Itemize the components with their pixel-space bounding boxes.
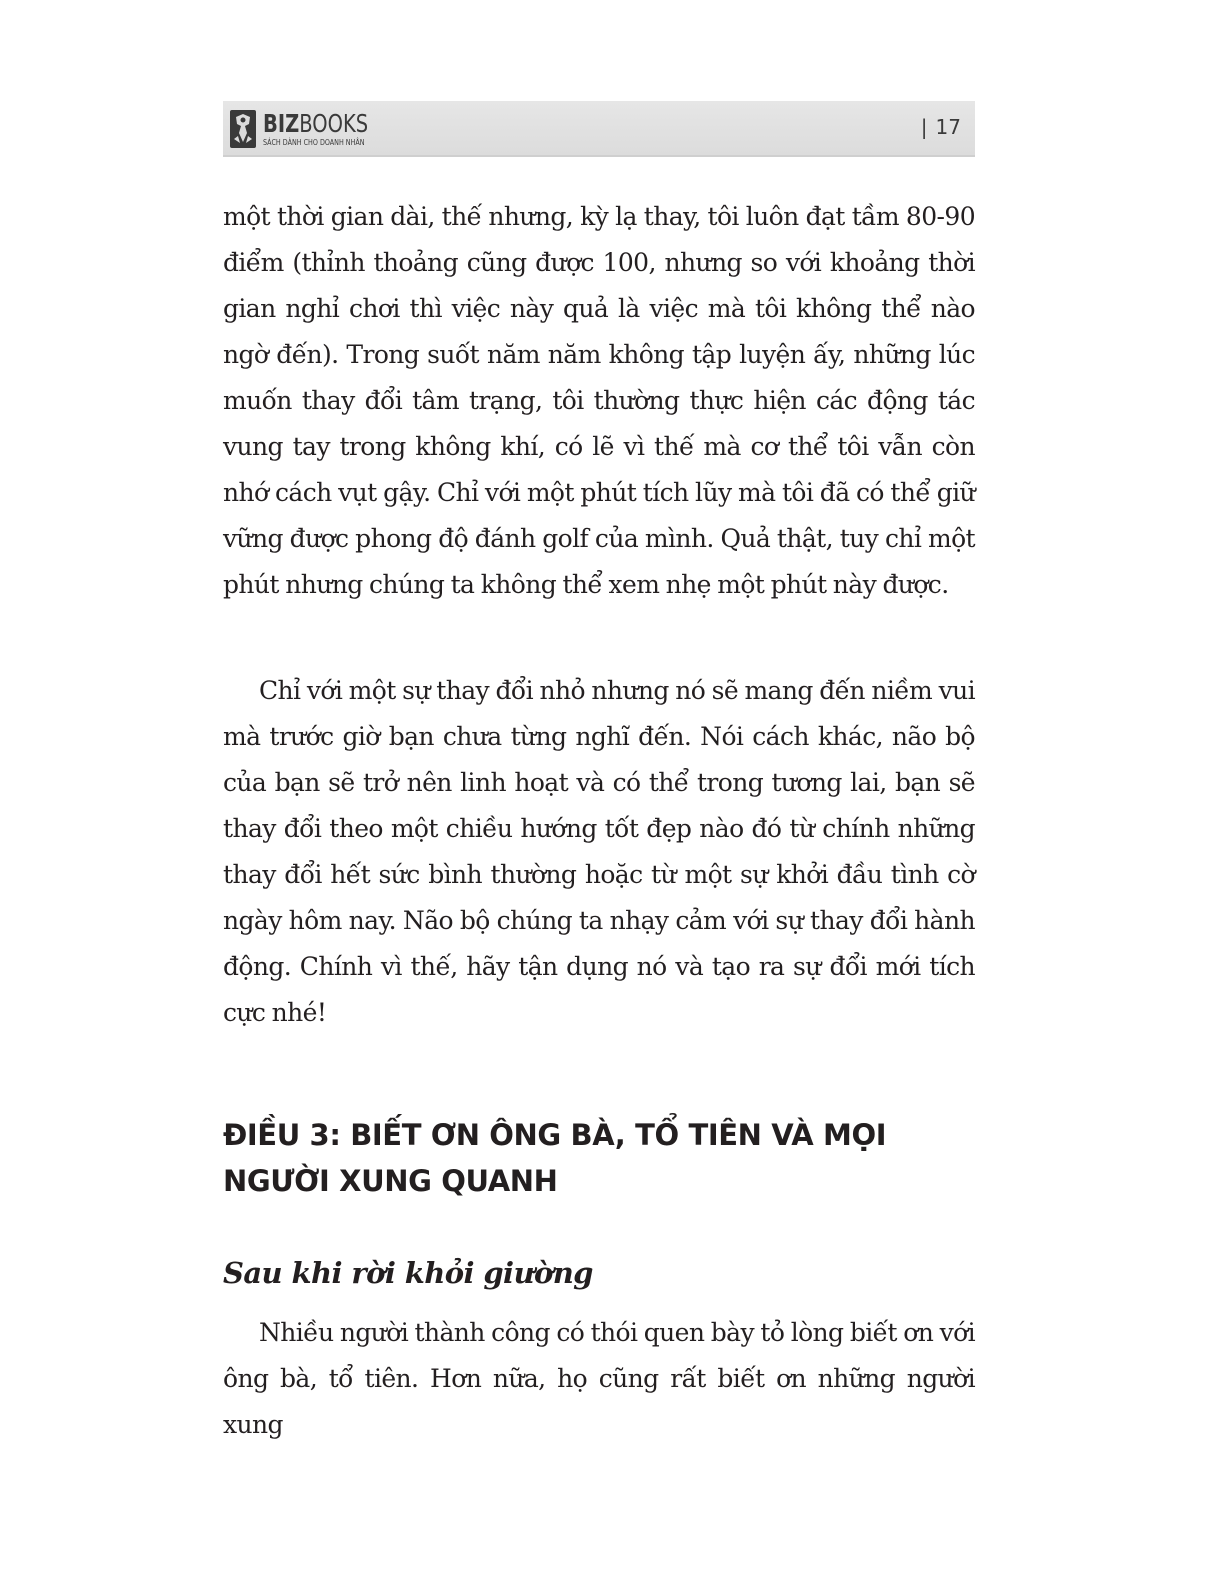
paragraph-2: Chỉ với một sự thay đổi nhỏ nhưng nó sẽ mang đến niềm vui mà trước giờ bạn chưa từng nghĩ đến. Nói cách khác, não bộ của bạn sẽ trở nên linh hoạt và có thể trong tương lai, bạn sẽ thay đổi theo một chiều hướng tốt đẹp nào đó từ chính những thay đổi hết sức bình thường hoặc từ một sự khởi đầu tình cờ ngày hôm nay. Não bộ chúng ta nhạy cảm với sự thay đổi hành động. Chính vì thế, hãy tận dụng nó và tạo ra sự đổi mới tích cực nhé!: [223, 676, 975, 1027]
brand-name: BIZBOOKS: [263, 109, 369, 138]
paragraph-1: một thời gian dài, thế nhưng, kỳ lạ thay, tôi luôn đạt tầm 80-90 điểm (thỉnh thoảng cũng được 100, nhưng so với khoảng thời gian nghỉ chơi thì việc này quả là việc mà tôi không thể nào ngờ đến). Trong suốt năm năm không tập luyện ấy, những lúc muốn thay đổi tâm trạng, tôi thường thực hiện các động tác vung tay trong không khí, có lẽ vì thế mà cơ thể tôi vẫn còn nhớ cách vụt gậy. Chỉ với một phút tích lũy mà tôi đã có thể giữ vững được phong độ đánh golf của mình. Quả thật, tuy chỉ một phút nhưng chúng ta không thể xem nhẹ một phút này được.: [223, 202, 975, 599]
publisher-logo: [229, 107, 398, 151]
page-separator: |: [920, 115, 928, 139]
running-header: [223, 101, 975, 157]
bizbooks-emblem-icon: [229, 109, 257, 149]
page-number-value: 17: [935, 115, 961, 139]
page-number: [921, 115, 961, 139]
subheading: Sau khi rời khỏi giường: [223, 1256, 593, 1290]
paragraph-3: Nhiều người thành công có thói quen bày tỏ lòng biết ơn với ông bà, tổ tiên. Hơn nữa, họ cũng rất biết ơn những người xung: [223, 1318, 975, 1439]
brand-tagline: SÁCH DÀNH CHO DOANH NHÂN: [263, 138, 365, 147]
section-heading: ĐIỀU 3: BIẾT ƠN ÔNG BÀ, TỔ TIÊN VÀ MỌI NGƯỜI XUNG QUANH: [223, 1118, 887, 1198]
